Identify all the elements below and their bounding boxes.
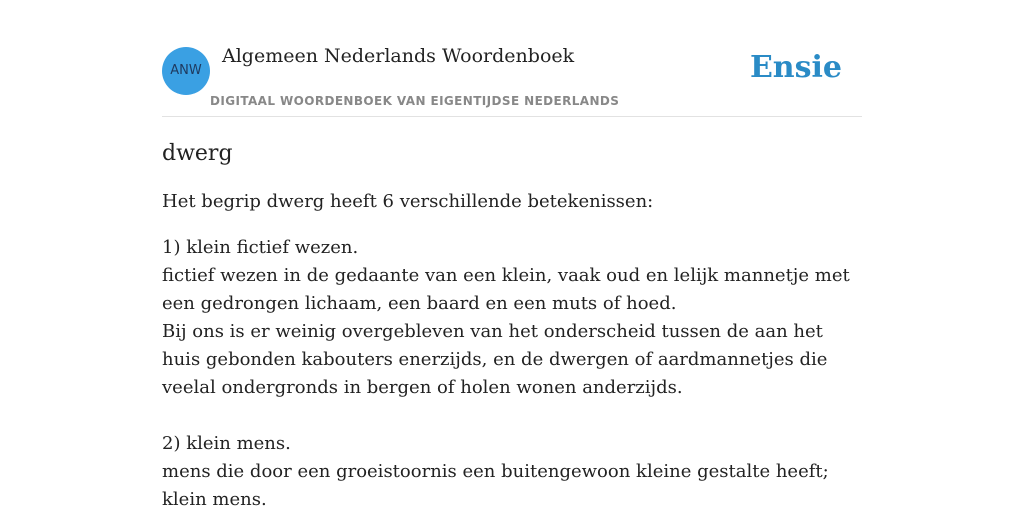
meaning-heading: 2) klein mens. — [162, 433, 291, 454]
page-title: dwerg — [162, 141, 233, 166]
entry-intro: Het begrip dwerg heeft 6 verschillende betekenissen: — [162, 191, 654, 212]
meaning-example: Bij ons is er weinig overgebleven van het onderscheid tussen de aan het huis gebonden kabouters enerzijds, en de dwergen of aardmannetjes die veelal ondergronds in bergen of holen wonen anderzijds. — [162, 321, 828, 398]
anw-logo[interactable]: ANW — [162, 47, 210, 95]
ensie-brand-link[interactable]: Ensie — [749, 50, 842, 85]
meaning-definition: fictief wezen in de gedaante van een klein, vaak oud en lelijk mannetje met een gedrongen lichaam, een baard en een muts of hoed. — [162, 265, 850, 314]
meaning-definition: mens die door een groeistoornis een buitengewoon kleine gestalte heeft; klein mens. — [162, 461, 829, 510]
dictionary-subtitle: DIGITAAL WOORDENBOEK VAN EIGENTIJDSE NEDERLANDS — [210, 94, 620, 108]
meaning-heading: 1) klein fictief wezen. — [162, 237, 359, 258]
meaning-item — [162, 234, 862, 402]
site-header — [162, 0, 862, 117]
dictionary-title[interactable]: Algemeen Nederlands Woordenboek — [222, 45, 575, 67]
meanings-list — [162, 234, 862, 512]
entry-content — [162, 138, 862, 512]
meaning-item — [162, 430, 862, 512]
